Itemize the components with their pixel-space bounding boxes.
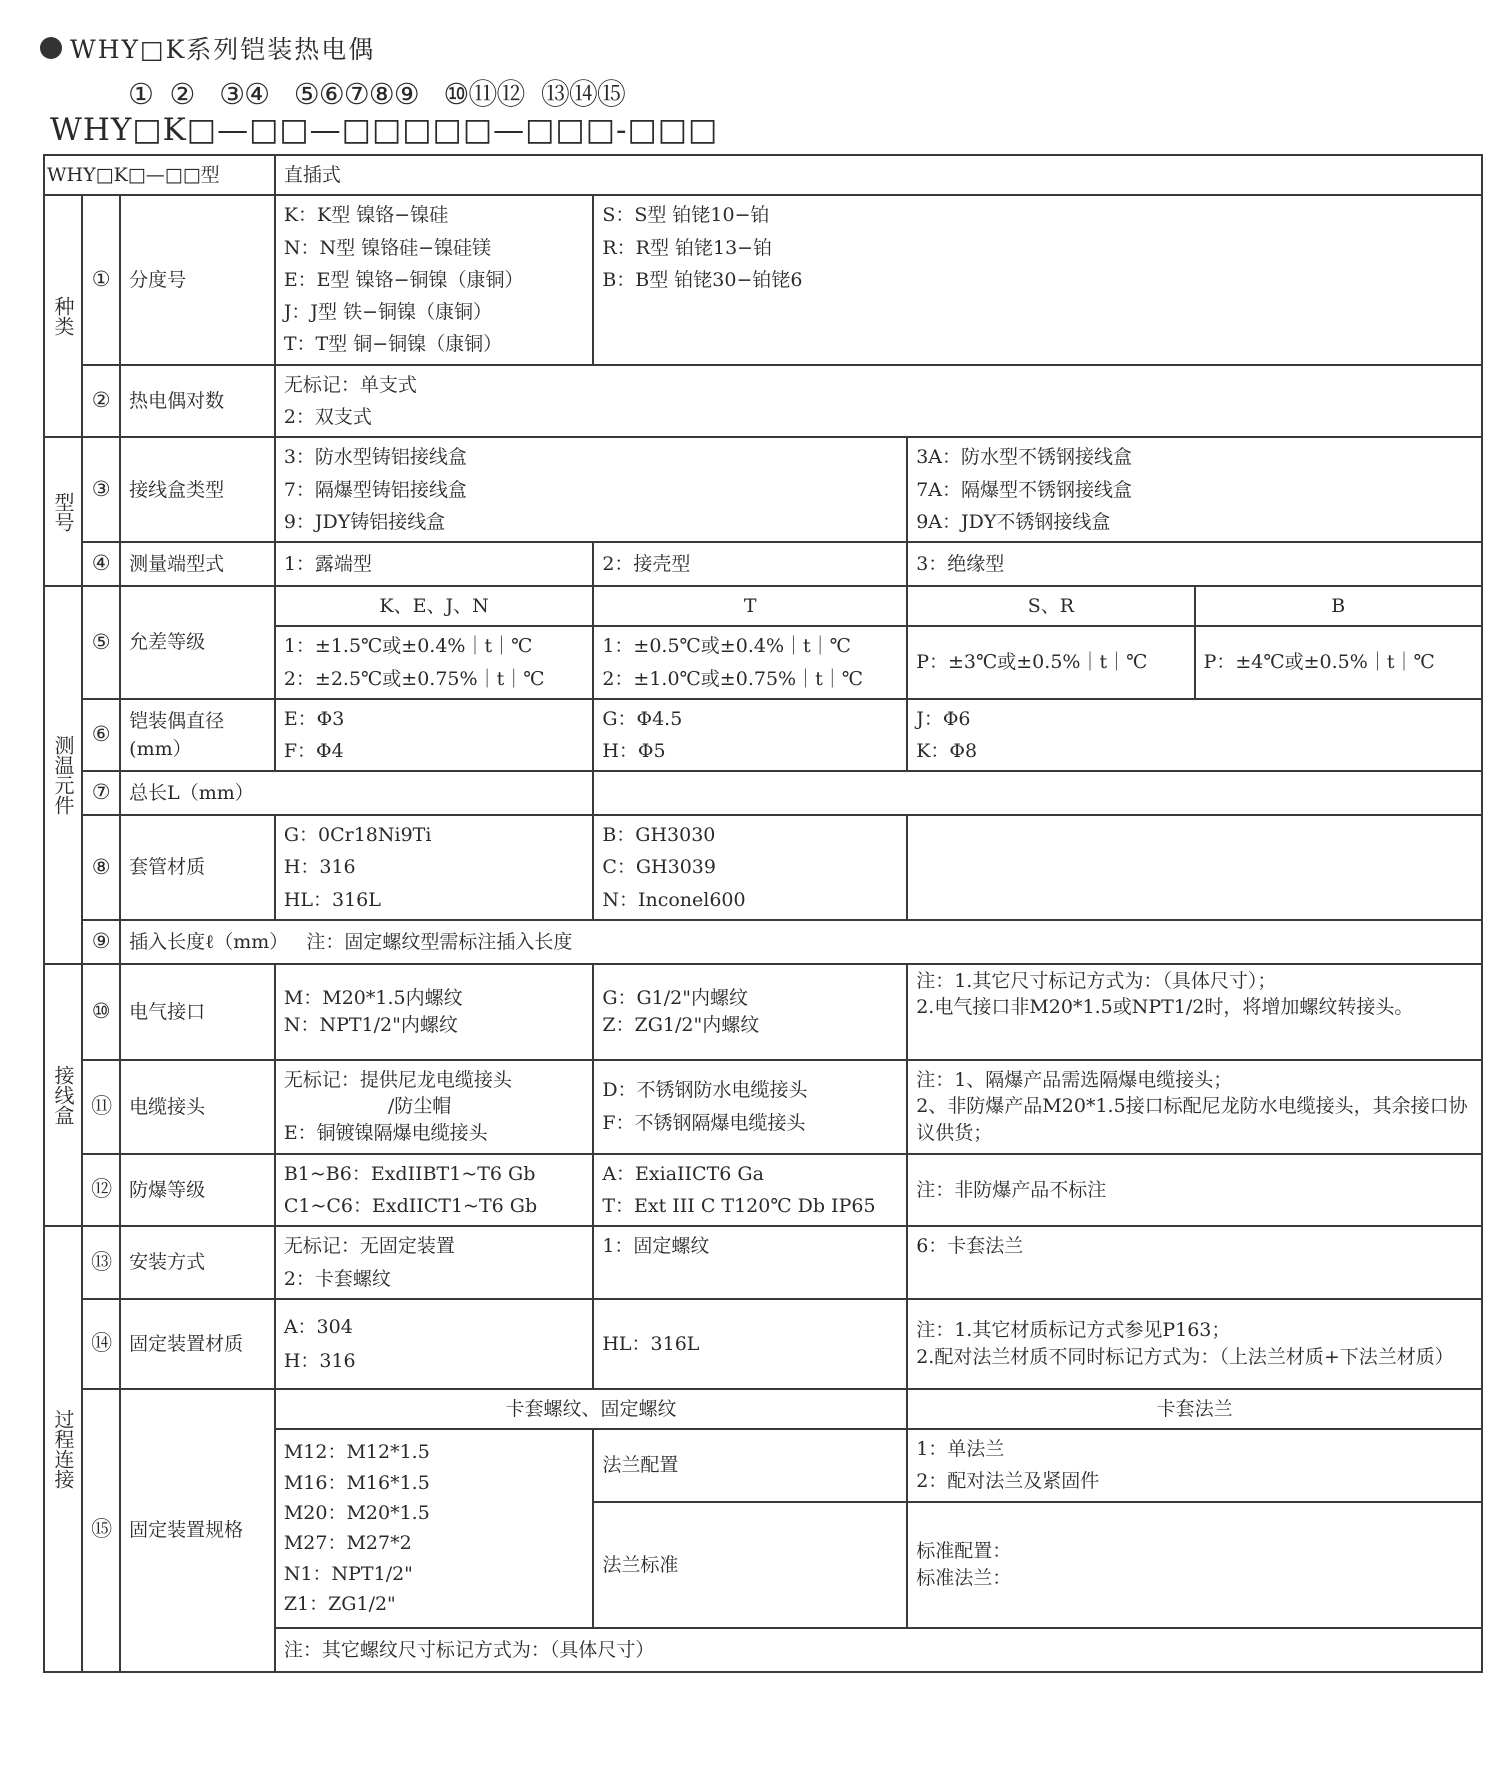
row-label: 防爆等级 bbox=[120, 1154, 275, 1227]
cell-col-c: P：±3℃或±0.5%｜t｜℃ bbox=[907, 626, 1194, 699]
cell-col-a bbox=[275, 1226, 594, 1299]
flange-std-values bbox=[907, 1502, 1482, 1628]
option: A：304 bbox=[283, 1315, 353, 1338]
row-label: 分度号 bbox=[120, 195, 275, 364]
option: 2：配对法兰及紧固件 bbox=[916, 1470, 1100, 1493]
model-row bbox=[44, 155, 1482, 195]
row-num: ⑬ bbox=[82, 1226, 120, 1299]
option: S：S型 铂铑10−铂 bbox=[602, 204, 770, 227]
option: 9：JDY铸铝接线盒 bbox=[283, 510, 446, 533]
row-mounting bbox=[44, 1226, 1482, 1299]
option: M16：M16*1.5 bbox=[283, 1471, 430, 1494]
option: C1~C6：ExdIICT1~T6 Gb bbox=[283, 1195, 538, 1217]
row-num: ② bbox=[82, 365, 120, 438]
row-num: ① bbox=[82, 195, 120, 364]
option: 1：单法兰 bbox=[916, 1438, 1005, 1461]
row-explosion-rating bbox=[44, 1154, 1482, 1227]
option: 标准配置： bbox=[916, 1540, 1012, 1563]
cell-col-b bbox=[593, 815, 907, 920]
option: 1：±0.5℃或±0.4%｜t｜℃ bbox=[602, 635, 851, 658]
note-cell bbox=[907, 964, 1482, 1060]
option: K：K型 镍铬−镍硅 bbox=[283, 204, 449, 227]
model-value: 直插式 bbox=[275, 155, 1482, 195]
row-num: ③ bbox=[82, 437, 120, 542]
bullet-icon bbox=[40, 37, 62, 59]
option: 1：±1.5℃或±0.4%｜t｜℃ bbox=[283, 635, 533, 658]
cell-col-a bbox=[275, 1154, 594, 1227]
flange-config-values bbox=[907, 1429, 1482, 1502]
option: E：Φ3 bbox=[283, 707, 345, 730]
cell-col-c bbox=[907, 437, 1482, 542]
title-text: WHY□K系列铠装热电偶 bbox=[70, 35, 376, 64]
row-num: ⑤ bbox=[82, 586, 120, 699]
option: J：J型 铁−铜镍（康铜） bbox=[283, 301, 493, 324]
cell-col-d: P：±4℃或±0.5%｜t｜℃ bbox=[1195, 626, 1482, 699]
row-fixture-material bbox=[44, 1299, 1482, 1389]
group-kind: 种类 bbox=[44, 195, 82, 437]
flange-config-label: 法兰配置 bbox=[593, 1429, 907, 1502]
row-num: ⑥ bbox=[82, 699, 120, 772]
flange-header: 卡套法兰 bbox=[907, 1389, 1482, 1429]
row-num: ⑪ bbox=[82, 1060, 120, 1154]
option: M：M20*1.5内螺纹 bbox=[283, 987, 463, 1010]
note-text: 注：1.其它材质标记方式参见P163； bbox=[916, 1319, 1231, 1342]
cell-col-a: 1：露端型 bbox=[275, 542, 594, 586]
row-label: 电缆接头 bbox=[120, 1060, 275, 1154]
row-label: 热电偶对数 bbox=[120, 365, 275, 438]
tolerance-header: S、R bbox=[907, 586, 1194, 626]
note-cell bbox=[907, 1299, 1482, 1389]
group-junction-box: 接线盒 bbox=[44, 964, 82, 1227]
option: 无标记：无固定装置 bbox=[283, 1235, 455, 1258]
row-label: 固定装置材质 bbox=[120, 1299, 275, 1389]
cell-col-a bbox=[275, 1060, 594, 1154]
row-label: 套管材质 bbox=[120, 815, 275, 920]
option: T：T型 铜−铜镍（康铜） bbox=[283, 333, 503, 356]
row-total-length bbox=[44, 771, 1482, 815]
option: H：316 bbox=[283, 1349, 356, 1372]
group-sensor: 测温元件 bbox=[44, 586, 82, 964]
thread-header: 卡套螺纹、固定螺纹 bbox=[275, 1389, 907, 1429]
flange-std-label: 法兰标准 bbox=[593, 1502, 907, 1628]
row-label: 允差等级 bbox=[120, 586, 275, 699]
option: F：Φ4 bbox=[283, 740, 344, 763]
cell-empty bbox=[907, 815, 1482, 920]
cell-col-c bbox=[907, 699, 1482, 772]
option: D：不锈钢防水电缆接头 bbox=[602, 1079, 808, 1102]
cell-col-a bbox=[275, 626, 594, 699]
option: N1：NPT1/2" bbox=[283, 1562, 413, 1585]
row-num: ⑨ bbox=[82, 920, 120, 964]
option: HL：316L bbox=[283, 888, 381, 911]
row-insertion-length bbox=[44, 920, 1482, 964]
row-label: 固定装置规格 bbox=[120, 1389, 275, 1672]
thread-list bbox=[275, 1429, 594, 1628]
row-num: ⑦ bbox=[82, 771, 120, 815]
option: 无标记：单支式 bbox=[283, 373, 417, 396]
cell-col-b bbox=[593, 626, 907, 699]
cell-col-b bbox=[593, 195, 1482, 364]
option: F：不锈钢隔爆电缆接头 bbox=[602, 1111, 806, 1134]
note-text: 2.电气接口非M20*1.5或NPT1/2时，将增加螺纹转接头。 bbox=[916, 996, 1414, 1019]
cell-col-b: 2：接壳型 bbox=[593, 542, 907, 586]
note-cell: 注：其它螺纹尺寸标记方式为：（具体尺寸） bbox=[275, 1628, 1482, 1672]
model-code-pattern: WHY□K□—□□—□□□□□—□□□-□□□ bbox=[50, 112, 719, 148]
option: 9A：JDY不锈钢接线盒 bbox=[916, 510, 1111, 533]
option: 3A：防水型不锈钢接线盒 bbox=[916, 446, 1133, 469]
model-label: WHY□K□—□□型 bbox=[44, 155, 275, 195]
cell-col-b: HL：316L bbox=[593, 1299, 907, 1389]
note-text: 注：1.其它尺寸标记方式为：（具体尺寸）； bbox=[916, 969, 1277, 992]
option: 7A：隔爆型不锈钢接线盒 bbox=[916, 478, 1133, 501]
option: J：Φ6 bbox=[916, 707, 971, 730]
cell-col-a bbox=[275, 195, 594, 364]
row-graduation bbox=[44, 195, 1482, 364]
row-num: ④ bbox=[82, 542, 120, 586]
option: C：GH3039 bbox=[602, 856, 716, 879]
row-num: ⑭ bbox=[82, 1299, 120, 1389]
row-label: 安装方式 bbox=[120, 1226, 275, 1299]
cell-col-c: 6：卡套法兰 bbox=[907, 1226, 1482, 1299]
option: H：Φ5 bbox=[602, 740, 666, 763]
row-label bbox=[120, 699, 275, 772]
note-cell: 注：非防爆产品不标注 bbox=[907, 1154, 1482, 1227]
row-label: 插入长度ℓ（mm） 注：固定螺纹型需标注插入长度 bbox=[120, 920, 1482, 964]
tolerance-header: B bbox=[1195, 586, 1482, 626]
cell-col-a bbox=[275, 964, 594, 1060]
cell-col-a bbox=[275, 365, 1482, 438]
option: M12：M12*1.5 bbox=[283, 1441, 430, 1464]
note-text: 2.配对法兰材质不同时标记方式为：（上法兰材质+下法兰材质） bbox=[916, 1345, 1454, 1368]
row-electrical-interface bbox=[44, 964, 1482, 1060]
option: G：Φ4.5 bbox=[602, 707, 683, 730]
row-label: 接线盒类型 bbox=[120, 437, 275, 542]
option: /防尘帽 bbox=[387, 1095, 452, 1118]
option: 无标记：提供尼龙电缆接头 bbox=[283, 1068, 512, 1091]
code-position-numbers: ① ② ③④ ⑤⑥⑦⑧⑨ ⑩⑪⑫ ⑬⑭⑮ bbox=[128, 77, 625, 111]
option: B1~B6：ExdIIBT1~T6 Gb bbox=[283, 1162, 536, 1185]
row-label: 测量端型式 bbox=[120, 542, 275, 586]
row-num: ⑮ bbox=[82, 1389, 120, 1672]
note-cell bbox=[907, 1060, 1482, 1154]
option: E：E型 镍铬−铜镍（康铜） bbox=[283, 268, 524, 291]
tolerance-header: T bbox=[593, 586, 907, 626]
group-process: 过程连接 bbox=[44, 1226, 82, 1671]
label-unit: (mm） bbox=[129, 738, 192, 761]
option: R：R型 铂铑13−铂 bbox=[602, 236, 773, 259]
row-num: ⑩ bbox=[82, 964, 120, 1060]
option: B：GH3030 bbox=[602, 824, 716, 847]
spec-table bbox=[43, 154, 1483, 1673]
row-label: 电气接口 bbox=[120, 964, 275, 1060]
row-label: 总长L（mm） bbox=[120, 771, 593, 815]
row-box-type bbox=[44, 437, 1482, 542]
cell-col-b: 1：固定螺纹 bbox=[593, 1226, 907, 1299]
row-tolerance-header bbox=[44, 586, 1482, 626]
tolerance-header: K、E、J、N bbox=[275, 586, 594, 626]
option: 2：双支式 bbox=[283, 406, 372, 429]
document-title bbox=[40, 30, 375, 66]
option: T：Ext III C T120℃ Db IP65 bbox=[602, 1195, 876, 1217]
option: K：Φ8 bbox=[916, 740, 978, 763]
cell-col-b bbox=[593, 964, 907, 1060]
row-num: ⑫ bbox=[82, 1154, 120, 1227]
row-pair-count bbox=[44, 365, 1482, 438]
cell-col-c: 3：绝缘型 bbox=[907, 542, 1482, 586]
option: E：铜镀镍隔爆电缆接头 bbox=[283, 1122, 488, 1144]
option: 2：±1.0℃或±0.75%｜t｜℃ bbox=[602, 667, 863, 690]
option: 3：防水型铸铝接线盒 bbox=[283, 446, 467, 469]
option: 标准法兰： bbox=[916, 1566, 1012, 1589]
option: N：N型 镍铬硅−镍硅镁 bbox=[283, 236, 492, 259]
row-diameter bbox=[44, 699, 1482, 772]
option: Z：ZG1/2"内螺纹 bbox=[602, 1013, 760, 1036]
option: G：G1/2"内螺纹 bbox=[602, 987, 749, 1010]
cell-col-a bbox=[275, 1299, 594, 1389]
option: 2：卡套螺纹 bbox=[283, 1267, 391, 1290]
cell-col-a bbox=[275, 699, 594, 772]
option: M20：M20*1.5 bbox=[283, 1502, 430, 1525]
cell-empty bbox=[593, 771, 1482, 815]
option: M27：M27*2 bbox=[283, 1532, 412, 1555]
option: 7：隔爆型铸铝接线盒 bbox=[283, 478, 467, 501]
cell-col-a bbox=[275, 815, 594, 920]
group-type: 型号 bbox=[44, 437, 82, 586]
row-sheath-material bbox=[44, 815, 1482, 920]
row-fixture-spec-header bbox=[44, 1389, 1482, 1429]
cell-col-b bbox=[593, 1154, 907, 1227]
option: N：Inconel600 bbox=[602, 888, 746, 911]
option: B：B型 铂铑30−铂铑6 bbox=[602, 268, 803, 291]
row-junction-type bbox=[44, 542, 1482, 586]
cell-col-b bbox=[593, 1060, 907, 1154]
row-cable-gland bbox=[44, 1060, 1482, 1154]
note-text: 2、非防爆产品M20*1.5接口标配尼龙防水电缆接头，其余接口协议供货； bbox=[916, 1095, 1468, 1144]
note-text: 注：1、隔爆产品需选隔爆电缆接头； bbox=[916, 1068, 1233, 1091]
option: A：ExiaIICT6 Ga bbox=[602, 1162, 764, 1185]
label-text: 铠装偶直径 bbox=[129, 709, 225, 732]
option: 2：±2.5℃或±0.75%｜t｜℃ bbox=[283, 667, 545, 690]
row-num: ⑧ bbox=[82, 815, 120, 920]
cell-col-b bbox=[593, 699, 907, 772]
option: G：0Cr18Ni9Ti bbox=[283, 824, 432, 847]
cell-col-a bbox=[275, 437, 907, 542]
option: N：NPT1/2"内螺纹 bbox=[283, 1013, 458, 1036]
option: Z1：ZG1/2" bbox=[283, 1593, 396, 1616]
option: H：316 bbox=[283, 856, 356, 879]
